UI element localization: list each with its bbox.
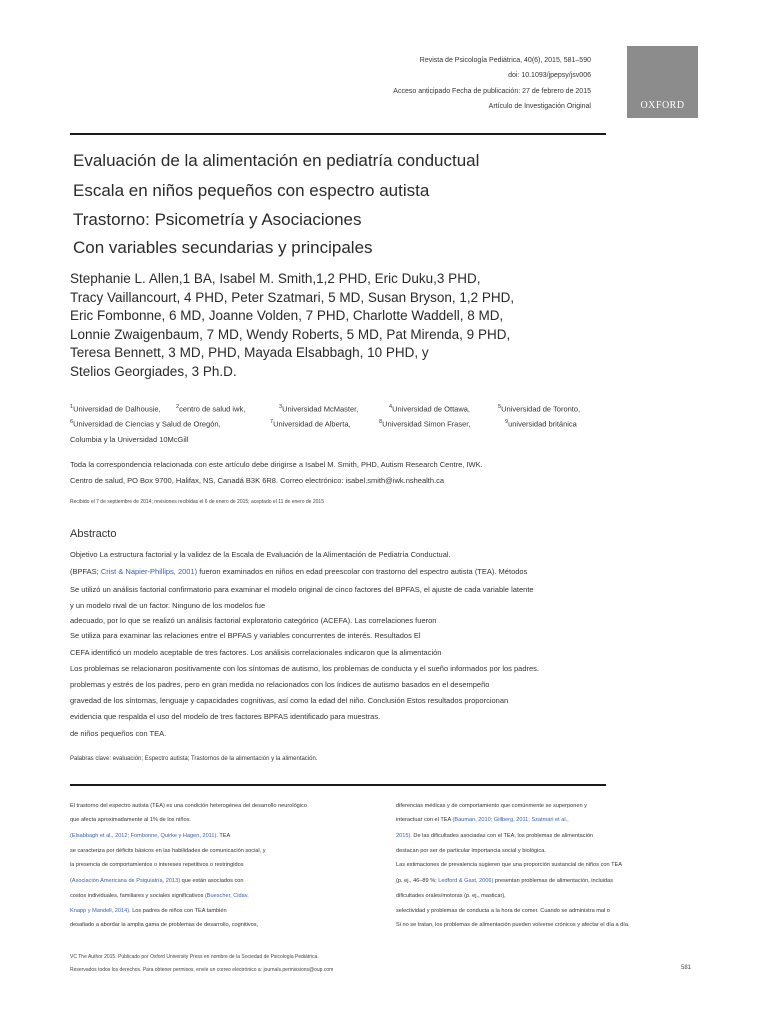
affiliation-number: 6 <box>70 419 74 425</box>
body-line <box>70 922 258 928</box>
abstract-line <box>70 567 527 576</box>
affiliation-number: 1 <box>70 404 74 410</box>
affiliation-number: 9 <box>505 419 509 425</box>
body-line <box>70 878 244 884</box>
abstract-line <box>70 729 166 738</box>
text-run: Si no se tratan, los problemas de alimentación pueden volverse crónicos y afectar el día a día. <box>396 922 630 928</box>
affiliation-number: 7 <box>270 419 274 425</box>
text-run: Se utilizó un análisis factorial confirmatorio para examinar el modelo original de cinco factores del BPFAS, el ajuste de cada variable latente <box>70 585 534 594</box>
body-line <box>396 878 613 884</box>
citation-link[interactable]: Knapp y Mandell, 2014). <box>70 908 131 914</box>
text-run: (p. ej., 46–89 %; <box>396 878 439 884</box>
affiliation-name: Universidad de Ciencias y Salud de Oregón, <box>73 419 221 429</box>
top-rule <box>70 133 606 135</box>
citation-link[interactable]: (Buescher, Cidav, <box>204 893 249 899</box>
author-line: Lonnie Zwaigenbaum, 7 MD, Wendy Roberts, 5 MD, Pat Mirenda, 9 PHD, <box>70 326 511 342</box>
citation-link[interactable]: Ledford & Gast, 2006) <box>438 878 494 884</box>
text-run: diferencias médicas y de comportamiento que comúnmente se superponen y <box>396 803 587 809</box>
text-run: que afecta aproximadamente al 1% de los niños. <box>70 817 191 823</box>
abstract-line <box>70 631 421 640</box>
text-run: que están asociados con <box>180 878 244 884</box>
text-run: se caracteriza por déficits básicos en las habilidades de comunicación social, y <box>70 848 266 854</box>
title-line: Trastorno: Psicometría y Asociaciones <box>73 210 362 229</box>
affiliation <box>70 435 188 444</box>
author-line: Stephanie L. Allen,1 BA, Isabel M. Smith,1,2 PHD, Eric Duku,3 PHD, <box>70 271 481 286</box>
affiliation <box>498 404 580 414</box>
body-line <box>396 862 622 868</box>
affiliation <box>505 419 577 429</box>
author-line: Eric Fombonne, 6 MD, Joanne Volden, 7 PHD, Charlotte Waddell, 8 MD, <box>70 308 504 323</box>
affiliation-name: Universidad Simon Fraser, <box>382 419 471 429</box>
text-run: destacan por ser de particular importancia social y biológica. <box>396 848 546 854</box>
received-dates: Recibido el 7 de septiembre de 2014; revisiones recibidas el 6 de enero de 2015; aceptado el 11 de enero de 2015 <box>70 499 324 505</box>
affiliation <box>389 404 470 414</box>
article-type: Artículo de Investigación Original <box>488 103 591 110</box>
affiliation-name: Universidad de Alberta, <box>273 419 351 429</box>
title-line: Con variables secundarias y principales <box>73 238 373 257</box>
affiliation-name: centro de salud iwk, <box>179 404 246 414</box>
affiliation-name: Universidad McMaster, <box>282 404 359 414</box>
abstract-line <box>70 601 265 610</box>
text-run: interactuar con el TEA <box>396 817 453 823</box>
text-run: Los problemas se relacionaron positivamente con los síntomas de autismo, los problemas de conducta y el sueño informados por los padres. <box>70 664 540 673</box>
text-run: desafiado a abordar la amplia gama de problemas de desarrollo, cognitivos, <box>70 922 259 928</box>
text-run: TEA <box>217 833 231 839</box>
text-run: Se utiliza para examinar las relaciones entre el BPFAS y variables concurrentes de interés. Resultados El <box>70 631 421 640</box>
body-line <box>396 922 630 928</box>
text-run: El trastorno del espectro autista (TEA) es una condición heterogénea del desarrollo neurológico <box>70 803 307 809</box>
affiliation-name: Universidad de Dalhousie, <box>73 404 161 414</box>
affiliation-name: Universidad de Toronto, <box>501 404 581 414</box>
affiliation <box>176 404 245 414</box>
body-line <box>70 893 249 899</box>
affiliation-number: 3 <box>279 404 283 410</box>
oxford-logo: OXFORD <box>627 46 698 118</box>
body-line <box>70 803 307 809</box>
title-line: Evaluación de la alimentación en pediatría conductual <box>73 151 480 170</box>
copyright-line: VC The Author 2015. Publicado por Oxford University Press en nombre de la Sociedad de Psicología Pediátrica. <box>70 954 319 960</box>
text-run: y un modelo rival de un factor. Ninguno de los modelos fue <box>70 601 266 610</box>
abstract-line <box>70 585 534 594</box>
author-line: Stelios Georgiades, 3 Ph.D. <box>70 363 237 379</box>
abstract-line <box>70 696 508 705</box>
section-rule <box>70 784 606 786</box>
text-run: CEFA identificó un modelo aceptable de tres factores. Los análisis correlacionales indicaron que la alimentación <box>70 648 442 657</box>
affiliation-number: 4 <box>389 404 393 410</box>
body-line <box>70 908 227 914</box>
body-line <box>70 862 244 868</box>
doi[interactable]: doi: 10.1093/jpepsy/jsv006 <box>508 72 591 79</box>
abstract-line <box>70 664 539 673</box>
text-run: selectividad y problemas de conducta a la hora de comer. Cuando se administra mal o <box>396 908 610 914</box>
text-run: costos individuales, familiares y sociales significativos <box>70 893 205 899</box>
text-run: fueron examinados en niños en edad preescolar con trastorno del espectro autista (TEA). Métodos <box>197 567 528 576</box>
body-line <box>396 833 593 839</box>
text-run: presentan problemas de alimentación, incluidas <box>493 878 614 884</box>
text-run: Objetivo La estructura factorial y la validez de la Escala de Evaluación de la Alimentación de Pediatría Conductual. <box>70 550 451 559</box>
text-run: gravedad de los síntomas, lenguaje y capacidades cognitivas, así como la edad del niño. Conclusión Estos resultados proporcionan <box>70 696 509 705</box>
affiliation-number: 8 <box>379 419 383 425</box>
abstract-line <box>70 680 489 689</box>
affiliation <box>70 404 161 414</box>
text-run: Las estimaciones de prevalencia sugieren que una proporción sustancial de niños con TEA <box>396 862 622 868</box>
keywords: Palabras clave: evaluación; Espectro autista; Trastornos de la alimentación y la alimentación. <box>70 756 318 762</box>
text-run: problemas y estrés de los padres, pero en gran medida no relacionados con los índices de autismo basados en el desempeño <box>70 680 490 689</box>
affiliation-number: 5 <box>498 404 502 410</box>
author-line: Tracy Vaillancourt, 4 PHD, Peter Szatmari, 5 MD, Susan Bryson, 1,2 PHD, <box>70 289 515 305</box>
text-run: la presencia de comportamientos o intereses repetitivos o restringidos <box>70 862 244 868</box>
title-line: Escala en niños pequeños con espectro autista <box>73 181 430 200</box>
abstract-line <box>70 550 451 559</box>
body-line <box>396 803 587 809</box>
affiliation-number: 2 <box>176 404 180 410</box>
abstract-line <box>70 616 436 625</box>
body-line <box>70 817 191 823</box>
affiliation <box>279 404 358 414</box>
abstract-line <box>70 648 441 657</box>
body-line <box>396 893 506 899</box>
journal-citation: Revista de Psicología Pediátrica, 40(6), 2015, 581–590 <box>419 57 591 64</box>
author-line: Teresa Bennett, 3 MD, PHD, Mayada Elsabbagh, 10 PHD, y <box>70 345 429 360</box>
text-run: (BPFAS; <box>70 567 101 576</box>
affiliation <box>70 419 221 429</box>
affiliation-name: Universidad de Ottawa, <box>392 404 471 414</box>
body-line <box>396 848 546 854</box>
text-run: Los padres de niños con TEA también <box>130 908 227 914</box>
text-run: De las dificultades asociadas con el TEA, los problemas de alimentación <box>411 833 594 839</box>
permissions-line: Reservados todos los derechos. Para obtener permisos, envíe un correo electrónico a: journals.permissions@oup.com <box>70 967 334 973</box>
text-run: evidencia que respalda el uso del modelo de tres factores BPFAS identificado para muestras. <box>70 712 381 721</box>
advance-access-date: Acceso anticipado Fecha de publicación: 27 de febrero de 2015 <box>393 88 591 95</box>
body-line <box>396 908 610 914</box>
citation-link[interactable]: 2015). <box>396 833 412 839</box>
text-run: dificultades orales/motoras (p. ej., masticar), <box>396 893 506 899</box>
affiliation-name: Columbia y la Universidad 10McGill <box>70 435 189 444</box>
citation-link[interactable]: Crist & Napier-Phillips, 2001) <box>100 567 198 576</box>
citation-link[interactable]: (Bauman, 2010; Gillberg, 2011; Szatmari et al., <box>452 817 569 823</box>
abstract-line <box>70 712 380 721</box>
abstract-heading: Abstracto <box>70 528 117 540</box>
body-line <box>70 848 266 854</box>
text-run: de niños pequeños con TEA. <box>70 729 167 738</box>
affiliation <box>379 419 470 429</box>
body-line <box>396 817 569 823</box>
affiliation <box>270 419 351 429</box>
citation-link[interactable]: (Asociación Americana de Psiquiatría, 2013) <box>70 878 181 884</box>
affiliation-name: universidad británica <box>508 419 577 429</box>
correspondence-line-1: Toda la correspondencia relacionada con este artículo debe dirigirse a Isabel M. Smith, PHD, Autism Research Centre, IWK. <box>70 460 483 469</box>
body-line <box>70 833 230 839</box>
page-number: 581 <box>681 965 692 971</box>
text-run: adecuado, por lo que se realizó un análisis factorial exploratorio categórico (ACEFA). Las correlaciones fueron <box>70 616 437 625</box>
citation-link[interactable]: (Elsabbagh et al., 2012; Fombonne, Quirke y Hagen, 2011). <box>70 833 218 839</box>
correspondence-line-2: Centro de salud, PO Box 9700, Halifax, NS, Canadá B3K 6R8. Correo electrónico: isabel.smith@iwk.nshealth.ca <box>70 476 445 485</box>
